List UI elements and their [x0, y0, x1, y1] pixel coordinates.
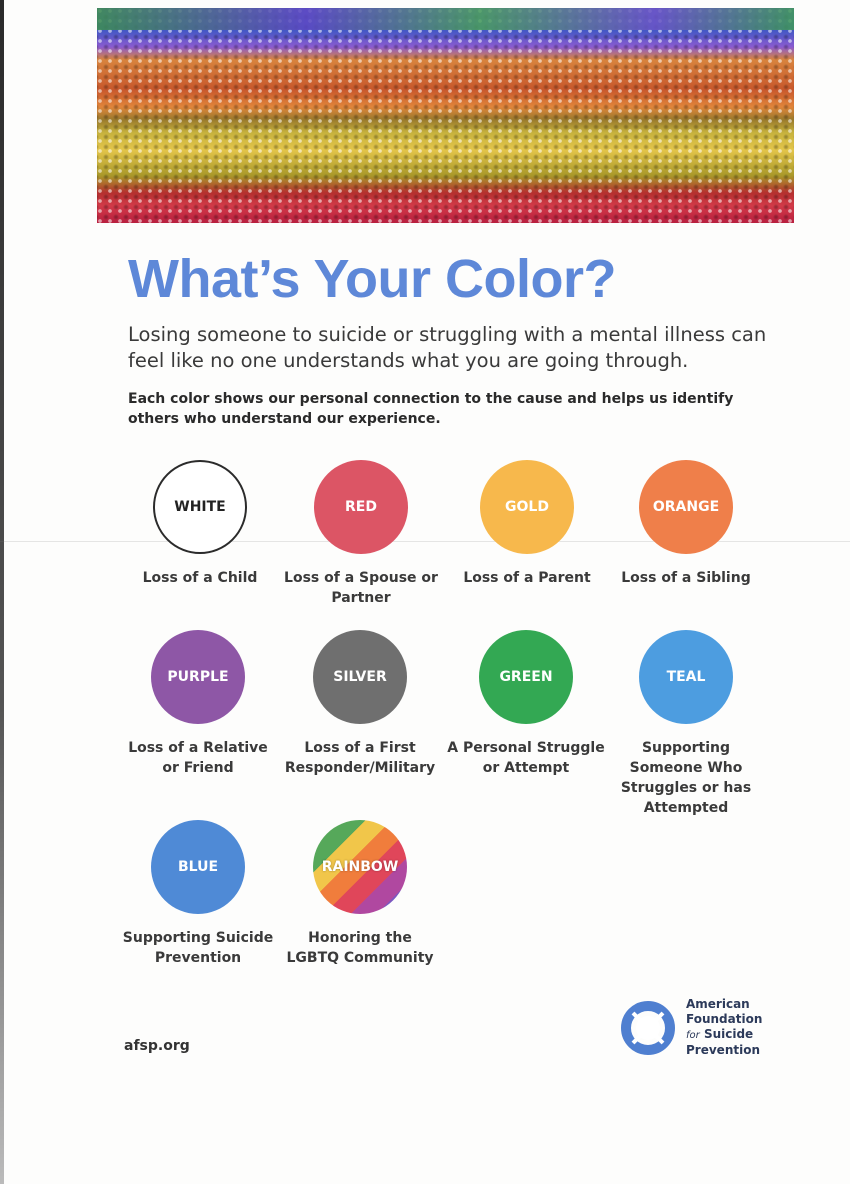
subintro-text: Each color shows our personal connection to the cause and helps us identify others who understand our experience.	[128, 391, 734, 427]
lifebuoy-logo-icon	[620, 1000, 676, 1056]
color-caption: Supporting Suicide Prevention	[122, 930, 274, 966]
paper-fold-line	[0, 541, 850, 542]
color-caption: Loss of a Relative or Friend	[128, 740, 268, 776]
color-caption: Loss of a Parent	[463, 570, 591, 586]
color-label: WHITE	[174, 499, 226, 515]
color-caption: Loss of a First Responder/Military	[284, 740, 436, 776]
org-line-3-prefix: for	[686, 1030, 700, 1041]
color-circle	[479, 630, 573, 724]
org-line-2: Foundation	[686, 1012, 763, 1026]
color-caption: Supporting Someone Who Struggles or has Attempted	[620, 740, 752, 816]
hero-top-band	[97, 8, 794, 30]
color-label: GOLD	[505, 499, 549, 515]
hero-beads-photo	[97, 8, 794, 223]
color-label: TEAL	[666, 669, 706, 685]
color-label: RED	[345, 499, 377, 515]
color-circle	[313, 820, 407, 914]
color-circle	[313, 630, 407, 724]
color-circle	[639, 630, 733, 724]
color-circle	[639, 460, 733, 554]
org-logo-text	[686, 997, 796, 1058]
scan-edge	[0, 0, 4, 1184]
color-caption: Loss of a Spouse or Partner	[284, 570, 438, 606]
color-label: BLUE	[177, 859, 219, 875]
color-label: PURPLE	[167, 669, 229, 685]
org-line-1: American	[686, 997, 750, 1011]
org-line-3: Suicide	[703, 1027, 754, 1041]
color-circle	[153, 460, 247, 554]
color-caption: Loss of a Sibling	[621, 570, 751, 586]
color-circle	[151, 630, 245, 724]
color-caption: A Personal Struggle or Attempt	[447, 740, 605, 776]
color-label: RAINBOW	[321, 859, 399, 875]
color-caption: Honoring the LGBTQ Community	[286, 930, 434, 966]
color-circle	[480, 460, 574, 554]
website-link[interactable]: afsp.org	[124, 1038, 190, 1054]
color-label: GREEN	[499, 669, 553, 685]
intro-text: Losing someone to suicide or struggling with a mental illness can feel like no one understands what you are going through.	[128, 323, 767, 372]
org-line-4: Prevention	[686, 1043, 760, 1057]
page-title: What’s Your Color?	[128, 249, 616, 309]
color-label: ORANGE	[652, 499, 720, 515]
color-circle	[151, 820, 245, 914]
color-label: SILVER	[333, 669, 387, 685]
color-caption: Loss of a Child	[142, 570, 258, 586]
color-circle	[314, 460, 408, 554]
